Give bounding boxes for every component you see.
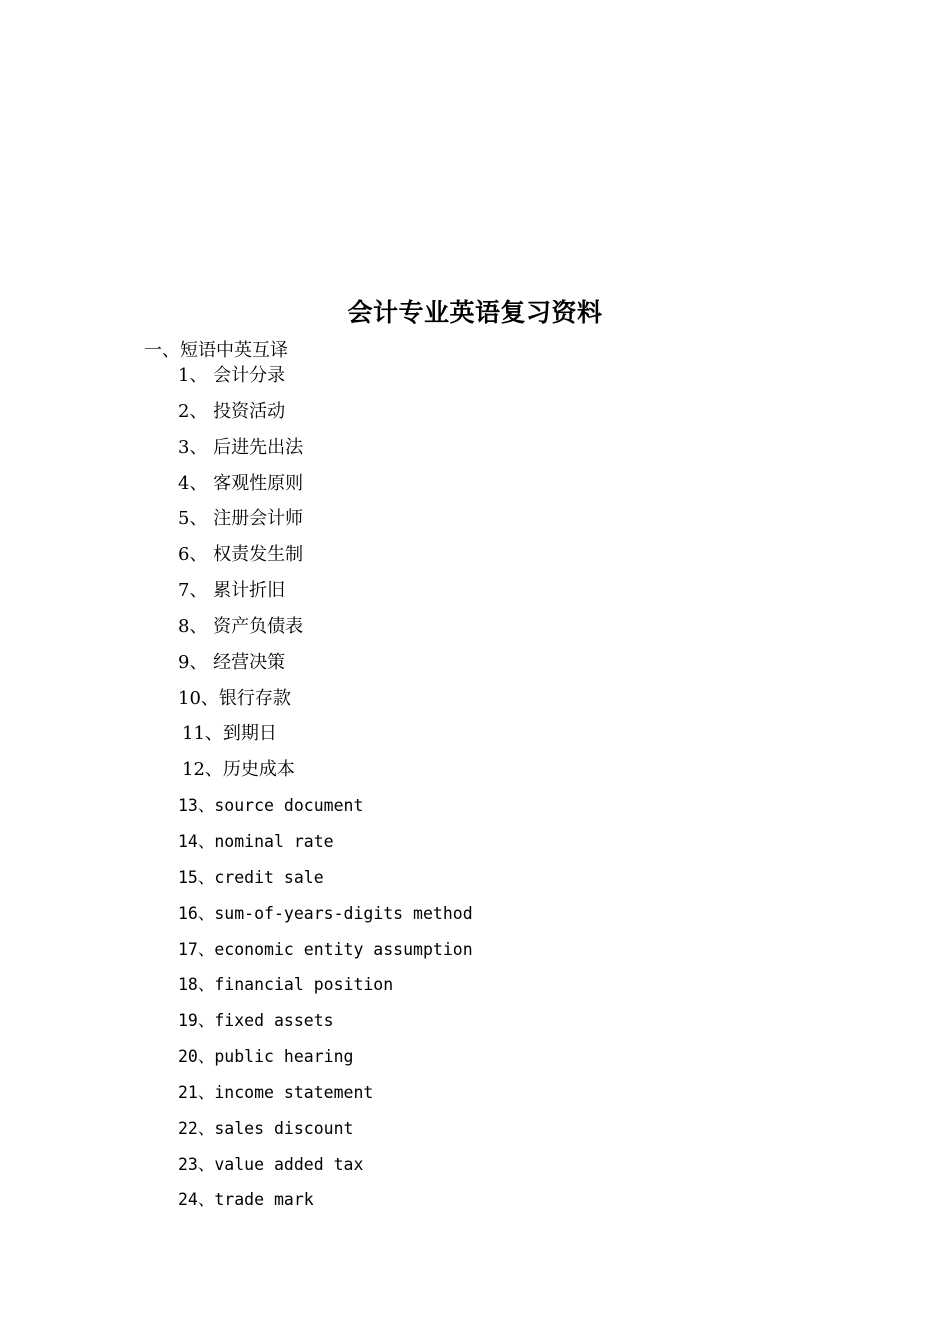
list-item: 10、银行存款 bbox=[178, 687, 291, 709]
phrase-list bbox=[178, 362, 473, 1222]
list-item: 5、 注册会计师 bbox=[178, 508, 304, 530]
list-item: 20、public hearing bbox=[178, 1047, 354, 1067]
section-heading: 一、短语中英互译 bbox=[144, 340, 288, 361]
list-item: 2、 投资活动 bbox=[178, 400, 286, 422]
list-item: 11、到期日 bbox=[182, 723, 277, 745]
list-item: 13、source document bbox=[178, 796, 364, 816]
list-item: 1、 会计分录 bbox=[178, 365, 286, 386]
list-item: 14、nominal rate bbox=[178, 831, 334, 851]
list-item: 24、trade mark bbox=[178, 1190, 314, 1210]
list-item: 6、 权责发生制 bbox=[178, 544, 304, 566]
list-item: 8、 资产负债表 bbox=[178, 615, 304, 637]
list-item: 9、 经营决策 bbox=[178, 651, 286, 673]
list-item: 4、 客观性原则 bbox=[178, 472, 304, 494]
list-item: 17、economic entity assumption bbox=[178, 939, 473, 959]
list-item: 23、value added tax bbox=[178, 1154, 364, 1174]
list-item: 15、credit sale bbox=[178, 867, 324, 887]
list-item: 22、sales discount bbox=[178, 1118, 354, 1138]
list-item: 21、income statement bbox=[178, 1082, 374, 1102]
list-item: 18、financial position bbox=[178, 975, 394, 995]
list-item: 7、 累计折旧 bbox=[178, 580, 286, 602]
list-item: 16、sum-of-years-digits method bbox=[178, 903, 473, 923]
list-item: 3、 后进先出法 bbox=[178, 436, 304, 458]
list-item: 12、历史成本 bbox=[182, 759, 295, 781]
document-title: 会计专业英语复习资料 bbox=[347, 298, 603, 327]
list-item: 19、fixed assets bbox=[178, 1011, 334, 1031]
